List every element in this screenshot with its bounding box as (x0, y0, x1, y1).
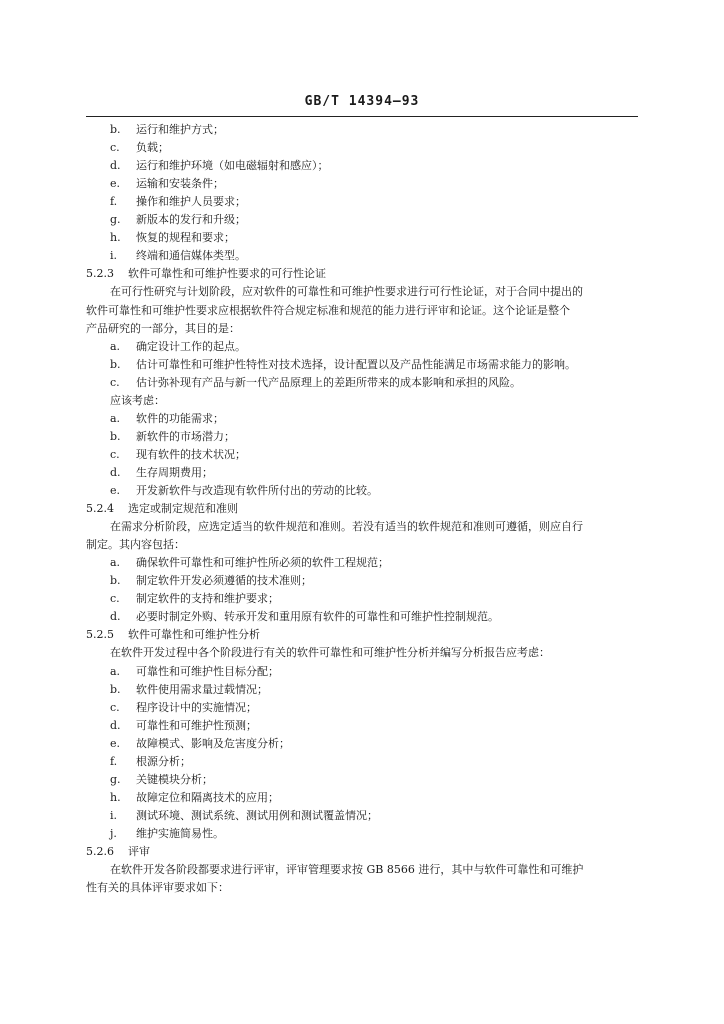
list-item (110, 755, 191, 769)
list-item (110, 340, 246, 354)
list-item-text: 估计弥补现有产品与新一代产品原理上的差距所带来的成本影响和承担的风险。 (136, 375, 521, 389)
list-item-label: c. (110, 592, 120, 606)
list-item-label: g. (110, 772, 121, 786)
list-item-text: 确定设计工作的起点。 (136, 339, 246, 353)
list-item-label: a. (110, 664, 121, 678)
list-item-label: c. (110, 447, 120, 461)
list-item-text: 终端和通信媒体类型。 (136, 249, 246, 263)
list-item (110, 827, 224, 841)
list-item (110, 358, 576, 372)
list-item-label: h. (110, 231, 121, 245)
list-item (110, 556, 389, 570)
list-item-text: 必要时制定外购、转承开发和重用原有软件的可靠性和可维护性控制规范。 (136, 610, 499, 624)
list-item-text: 确保软件可靠性和可维护性所必须的软件工程规范； (136, 556, 389, 570)
list-item (110, 791, 279, 805)
list-item-label: b. (110, 682, 121, 696)
list-item-text: 生存周期费用； (136, 465, 213, 479)
paragraph-line: 在软件开发过程中各个阶段进行有关的软件可靠性和可维护性分析并编写分析报告应考虑： (110, 646, 550, 660)
list-item-label: d. (110, 718, 121, 732)
list-item-text: 开发新软件与改造现有软件所付出的劳动的比较。 (136, 484, 378, 497)
section-heading (86, 267, 326, 281)
section-title: 软件可靠性和可维护性要求的可行性论证 (128, 267, 326, 281)
list-item (110, 448, 246, 462)
list-item (110, 737, 290, 751)
list-item (110, 177, 224, 191)
list-item (110, 430, 235, 444)
paragraph-continuation: 制定。其内容包括： (86, 538, 185, 552)
list-item-text: 软件的功能需求； (136, 411, 224, 425)
section-title: 评审 (128, 845, 150, 858)
list-item-label: a. (110, 556, 121, 570)
list-item-label: a. (110, 339, 121, 353)
paragraph-line: 在需求分析阶段，应选定适当的软件规范和准则。若没有适当的软件规范和准则可遵循，则应自行 (110, 520, 583, 534)
list-item-label: c. (110, 375, 120, 389)
list-item-label: f. (110, 195, 118, 209)
list-item (110, 376, 521, 390)
section-number: 5.2.3 (86, 267, 114, 281)
paragraph-line: 在可行性研究与计划阶段，应对软件的可靠性和可维护性要求进行可行性论证，对于合同中提出的 (110, 285, 583, 299)
list-item-label: e. (110, 484, 121, 497)
list-item-text: 恢复的规程和要求； (136, 231, 235, 245)
list-item (110, 141, 169, 155)
section-number: 5.2.5 (86, 628, 114, 642)
list-item-text: 故障定位和隔离技术的应用； (136, 790, 279, 804)
list-item (110, 574, 312, 588)
list-item-text: 估计可靠性和可维护性特性对技术选择，设计配置以及产品性能满足市场需求能力的影响。 (136, 357, 576, 371)
list-item (110, 249, 246, 263)
list-item-label: b. (110, 123, 121, 136)
list-item-text: 维护实施简易性。 (136, 826, 224, 840)
list-item (110, 610, 499, 624)
list-item-label: e. (110, 177, 121, 191)
paragraph-line: 应该考虑： (110, 393, 165, 407)
list-item-text: 程序设计中的实施情况； (136, 700, 257, 714)
list-item-label: g. (110, 213, 121, 227)
list-item-text: 操作和维护人员要求； (136, 195, 246, 209)
list-item-label: c. (110, 141, 120, 155)
list-item-label: i. (110, 249, 118, 263)
section-heading (86, 502, 238, 516)
page-header: GB/T 14394—93 (304, 94, 420, 109)
list-item-text: 负载； (136, 141, 169, 155)
list-item (110, 195, 246, 209)
list-item (110, 159, 329, 173)
list-item-text: 制定软件开发必须遵循的技术准则； (136, 574, 312, 588)
list-item-text: 可靠性和可维护性目标分配； (136, 664, 279, 678)
list-item (110, 809, 378, 823)
section-heading (86, 845, 150, 859)
list-item-text: 新版本的发行和升级； (136, 213, 246, 227)
list-item-label: a. (110, 411, 121, 425)
section-title: 软件可靠性和可维护性分析 (128, 628, 260, 642)
paragraph-continuation: 性有关的具体评审要求如下： (86, 881, 229, 895)
list-item-label: b. (110, 429, 121, 443)
list-item-text: 运行和维护方式； (136, 123, 224, 136)
section-number: 5.2.6 (86, 845, 114, 858)
list-item-label: d. (110, 159, 121, 173)
list-item-text: 根源分析； (136, 754, 191, 768)
list-item (110, 123, 224, 137)
header-rule (86, 116, 638, 117)
list-item (110, 773, 213, 787)
list-item-text: 关键模块分析； (136, 772, 213, 786)
list-item-label: d. (110, 465, 121, 479)
list-item (110, 213, 246, 227)
section-number: 5.2.4 (86, 502, 114, 516)
list-item-label: d. (110, 610, 121, 624)
paragraph-continuation: 产品研究的一部分，其目的是： (86, 321, 240, 335)
list-item-text: 测试环境、测试系统、测试用例和测试覆盖情况； (136, 808, 378, 822)
list-item (110, 719, 257, 733)
list-item-text: 新软件的市场潜力； (136, 429, 235, 443)
list-item-label: c. (110, 700, 120, 714)
list-item-text: 制定软件的支持和维护要求； (136, 592, 279, 606)
list-item (110, 683, 268, 697)
list-item-text: 运输和安装条件； (136, 177, 224, 191)
list-item (110, 466, 213, 480)
list-item (110, 665, 279, 679)
list-item-text: 故障模式、影响及危害度分析； (136, 736, 290, 750)
list-item-text: 软件使用需求量过载情况； (136, 682, 268, 696)
list-item-label: h. (110, 790, 121, 804)
list-item-label: b. (110, 574, 121, 588)
list-item (110, 701, 257, 715)
list-item-label: b. (110, 357, 121, 371)
list-item-label: f. (110, 754, 118, 768)
paragraph-continuation: 软件可靠性和可维护性要求应根据软件符合规定标准和规范的能力进行评审和论证。这个论证是整个 (86, 303, 570, 317)
list-item-label: e. (110, 736, 121, 750)
section-title: 选定或制定规范和准则 (128, 502, 238, 516)
list-item-text: 运行和维护环境（如电磁辐射和感应）； (136, 159, 329, 173)
list-item-label: i. (110, 808, 118, 822)
list-item (110, 592, 279, 606)
paragraph-line: 在软件开发各阶段都要求进行评审，评审管理要求按 GB 8566 进行，其中与软件可靠性和可维护 (110, 863, 584, 877)
list-item-text: 可靠性和可维护性预测； (136, 718, 257, 732)
list-item (110, 484, 378, 498)
list-item-text: 现有软件的技术状况； (136, 447, 246, 461)
list-item (110, 412, 224, 426)
list-item (110, 231, 235, 245)
section-heading (86, 628, 260, 642)
list-item-label: j. (110, 826, 117, 840)
